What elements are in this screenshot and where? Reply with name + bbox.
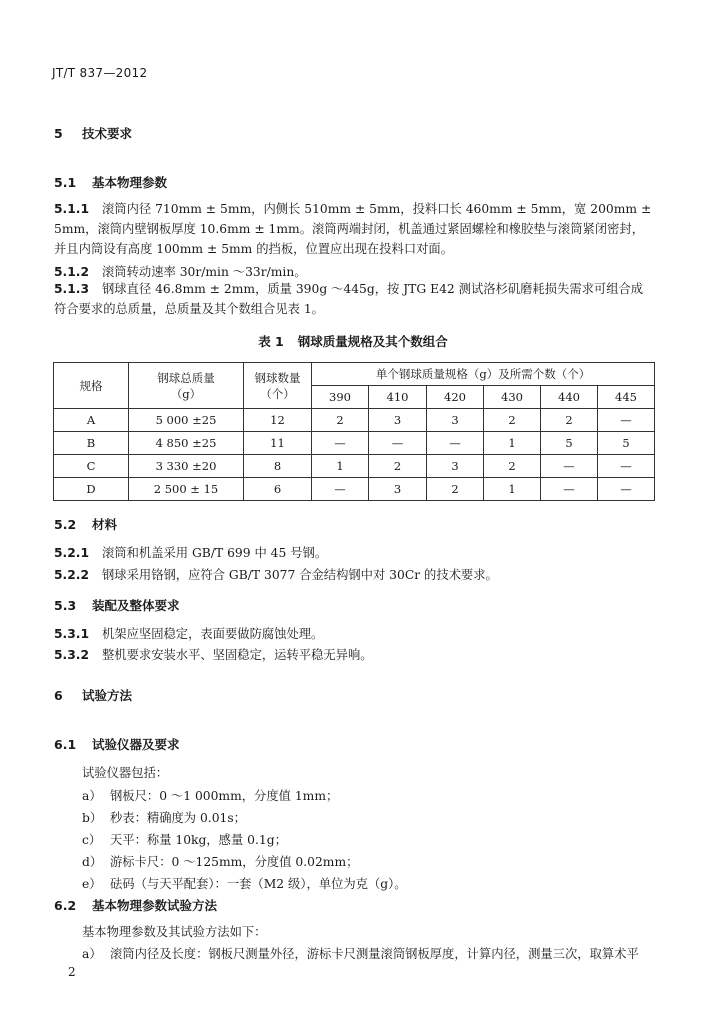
list-marker: c）	[82, 833, 102, 847]
section-title: 试验仪器及要求	[92, 737, 180, 752]
list-item	[82, 874, 407, 892]
table-row	[54, 455, 655, 478]
clause-5-3-1	[54, 624, 654, 642]
cell-qty: —	[312, 432, 369, 455]
cell-total: 4 850 ±25	[129, 432, 244, 455]
table-row	[54, 409, 655, 432]
cell-count: 6	[244, 478, 312, 501]
cell-count: 11	[244, 432, 312, 455]
list-item	[82, 830, 287, 848]
list-marker: b）	[82, 811, 103, 825]
clause-number: 5.1.2	[54, 265, 90, 279]
section-title: 基本物理参数试验方法	[92, 898, 218, 913]
section-5-3-heading	[54, 596, 180, 614]
clause-number: 5.3.2	[54, 648, 90, 662]
cell-spec: D	[54, 478, 129, 501]
cell-qty: —	[541, 455, 598, 478]
section-number: 6	[54, 688, 63, 703]
header-ball-count-label: 钢球数量	[254, 370, 301, 385]
cell-qty: —	[598, 409, 655, 432]
header-ball-count	[244, 363, 312, 409]
cell-qty: 3	[427, 409, 484, 432]
cell-qty: 2	[541, 409, 598, 432]
section-number: 5.2	[54, 517, 77, 532]
cell-qty: 5	[598, 432, 655, 455]
cell-qty: 5	[541, 432, 598, 455]
section-6-1-heading	[54, 735, 180, 753]
header-mass-group: 单个钢球质量规格（g）及所需个数（个）	[312, 363, 655, 386]
list-text: 滚筒内径及长度：钢板尺测量外径，游标卡尺测量滚筒钢板厚度，计算内径，测量三次，取算术平	[110, 947, 639, 961]
header-mass-spec: 440	[541, 386, 598, 409]
cell-qty: 2	[484, 409, 541, 432]
section-5-2-heading	[54, 515, 117, 533]
cell-total: 2 500 ± 15	[129, 478, 244, 501]
header-mass-spec: 430	[484, 386, 541, 409]
header-mass-spec: 410	[369, 386, 427, 409]
cell-spec: C	[54, 455, 129, 478]
cell-qty: —	[541, 478, 598, 501]
section-title: 技术要求	[82, 126, 133, 141]
clause-5-1-1	[54, 199, 654, 259]
cell-qty: —	[598, 455, 655, 478]
cell-spec: A	[54, 409, 129, 432]
header-mass-spec: 445	[598, 386, 655, 409]
clause-5-2-1	[54, 543, 654, 561]
section-number: 5.3	[54, 598, 77, 613]
cell-qty: 1	[484, 478, 541, 501]
section-number: 6.2	[54, 898, 77, 913]
clause-number: 5.1.1	[54, 202, 90, 216]
list-text: 天平：称量 10kg，感量 0.1g；	[110, 833, 287, 847]
list-marker: d）	[82, 855, 103, 869]
cell-qty: 2	[312, 409, 369, 432]
clause-number: 5.2.2	[54, 568, 90, 582]
cell-spec: B	[54, 432, 129, 455]
table-row	[54, 478, 655, 501]
section-5-1-heading	[54, 173, 167, 191]
clause-number: 5.1.3	[54, 282, 90, 296]
list-text: 游标卡尺：0 ～125mm，分度值 0.02mm；	[110, 855, 359, 869]
table-caption-title: 钢球质量规格及其个数组合	[297, 334, 448, 349]
cell-qty: 1	[312, 455, 369, 478]
cell-qty: —	[312, 478, 369, 501]
list-marker: a）	[82, 789, 102, 803]
section-title: 试验方法	[82, 688, 133, 703]
header-total-mass	[129, 363, 244, 409]
cell-count: 8	[244, 455, 312, 478]
method-intro: 基本物理参数及其试验方法如下：	[82, 925, 267, 939]
cell-qty: 2	[484, 455, 541, 478]
header-mass-spec: 420	[427, 386, 484, 409]
section-number: 5.1	[54, 175, 77, 190]
section-title: 材料	[92, 517, 118, 532]
header-total-mass-label: 钢球总质量	[157, 370, 215, 385]
table-1-caption	[0, 332, 706, 350]
list-text: 秒表：精确度为 0.01s；	[110, 811, 246, 825]
cell-total: 5 000 ±25	[129, 409, 244, 432]
list-item	[82, 786, 338, 804]
clause-text: 整机要求安装水平、坚固稳定，运转平稳无异响。	[102, 648, 373, 662]
table-row	[54, 432, 655, 455]
clause-text: 钢球直径 46.8mm ± 2mm，质量 390g ～445g，按 JTG E42 测试洛杉矶磨耗损失需求可组合成符合要求的总质量，总质量及其个数组合见表 1。	[54, 282, 644, 316]
section-number: 5	[54, 126, 63, 141]
clause-5-1-2	[54, 262, 654, 280]
list-item	[82, 808, 246, 826]
clause-text: 滚筒内径 710mm ± 5mm，内侧长 510mm ± 5mm，投料口长 460mm ± 5mm，宽 200mm ± 5mm，滚筒内壁钢板厚度 10.6mm ± 1mm。滚筒两端封闭，机盖通过紧固螺栓和橡胶垫与滚筒紧闭密封，并且内筒设有高度 100mm ± 5mm 的挡板，位置应出现在投料口对面。	[54, 202, 652, 256]
cell-count: 12	[244, 409, 312, 432]
cell-qty: 3	[369, 409, 427, 432]
list-marker: e）	[82, 877, 102, 891]
clause-number: 5.2.1	[54, 546, 90, 560]
list-item	[82, 852, 358, 870]
list-item	[82, 944, 654, 962]
section-number: 6.1	[54, 737, 77, 752]
clause-text: 滚筒转动速率 30r/min ～33r/min。	[102, 265, 307, 279]
cell-qty: 3	[427, 455, 484, 478]
cell-total: 3 330 ±20	[129, 455, 244, 478]
section-5-heading	[54, 124, 132, 142]
header-mass-spec: 390	[312, 386, 369, 409]
clause-text: 滚筒和机盖采用 GB/T 699 中 45 号钢。	[102, 546, 328, 560]
list-text: 砝码（与天平配套）：一套（M2 级），单位为克（g）。	[110, 877, 407, 891]
clause-5-2-2	[54, 565, 654, 583]
table-1	[53, 362, 655, 501]
clause-5-3-2	[54, 645, 654, 663]
section-6-heading	[54, 686, 132, 704]
clause-text: 机架应坚固稳定，表面要做防腐蚀处理。	[102, 627, 324, 641]
table-caption-number: 表 1	[258, 334, 284, 349]
page-number: 2	[68, 965, 76, 979]
section-6-2-heading	[54, 896, 217, 914]
header-total-mass-unit: （g）	[170, 386, 202, 401]
clause-text: 钢球采用铬钢，应符合 GB/T 3077 合金结构钢中对 30Cr 的技术要求。	[102, 568, 498, 582]
cell-qty: —	[369, 432, 427, 455]
clause-number: 5.3.1	[54, 627, 90, 641]
instrument-intro: 试验仪器包括：	[82, 766, 169, 780]
cell-qty: 3	[369, 478, 427, 501]
list-text: 钢板尺：0 ～1 000mm，分度值 1mm；	[110, 789, 339, 803]
section-title: 装配及整体要求	[92, 598, 180, 613]
cell-qty: —	[598, 478, 655, 501]
header-ball-count-unit: （个）	[260, 386, 295, 401]
list-marker: a）	[82, 947, 102, 961]
standard-code-header: JT/T 837—2012	[52, 66, 148, 80]
cell-qty: 2	[369, 455, 427, 478]
section-title: 基本物理参数	[92, 175, 168, 190]
cell-qty: 1	[484, 432, 541, 455]
cell-qty: 2	[427, 478, 484, 501]
cell-qty: —	[427, 432, 484, 455]
header-spec: 规格	[54, 363, 129, 409]
clause-5-1-3	[54, 279, 654, 319]
